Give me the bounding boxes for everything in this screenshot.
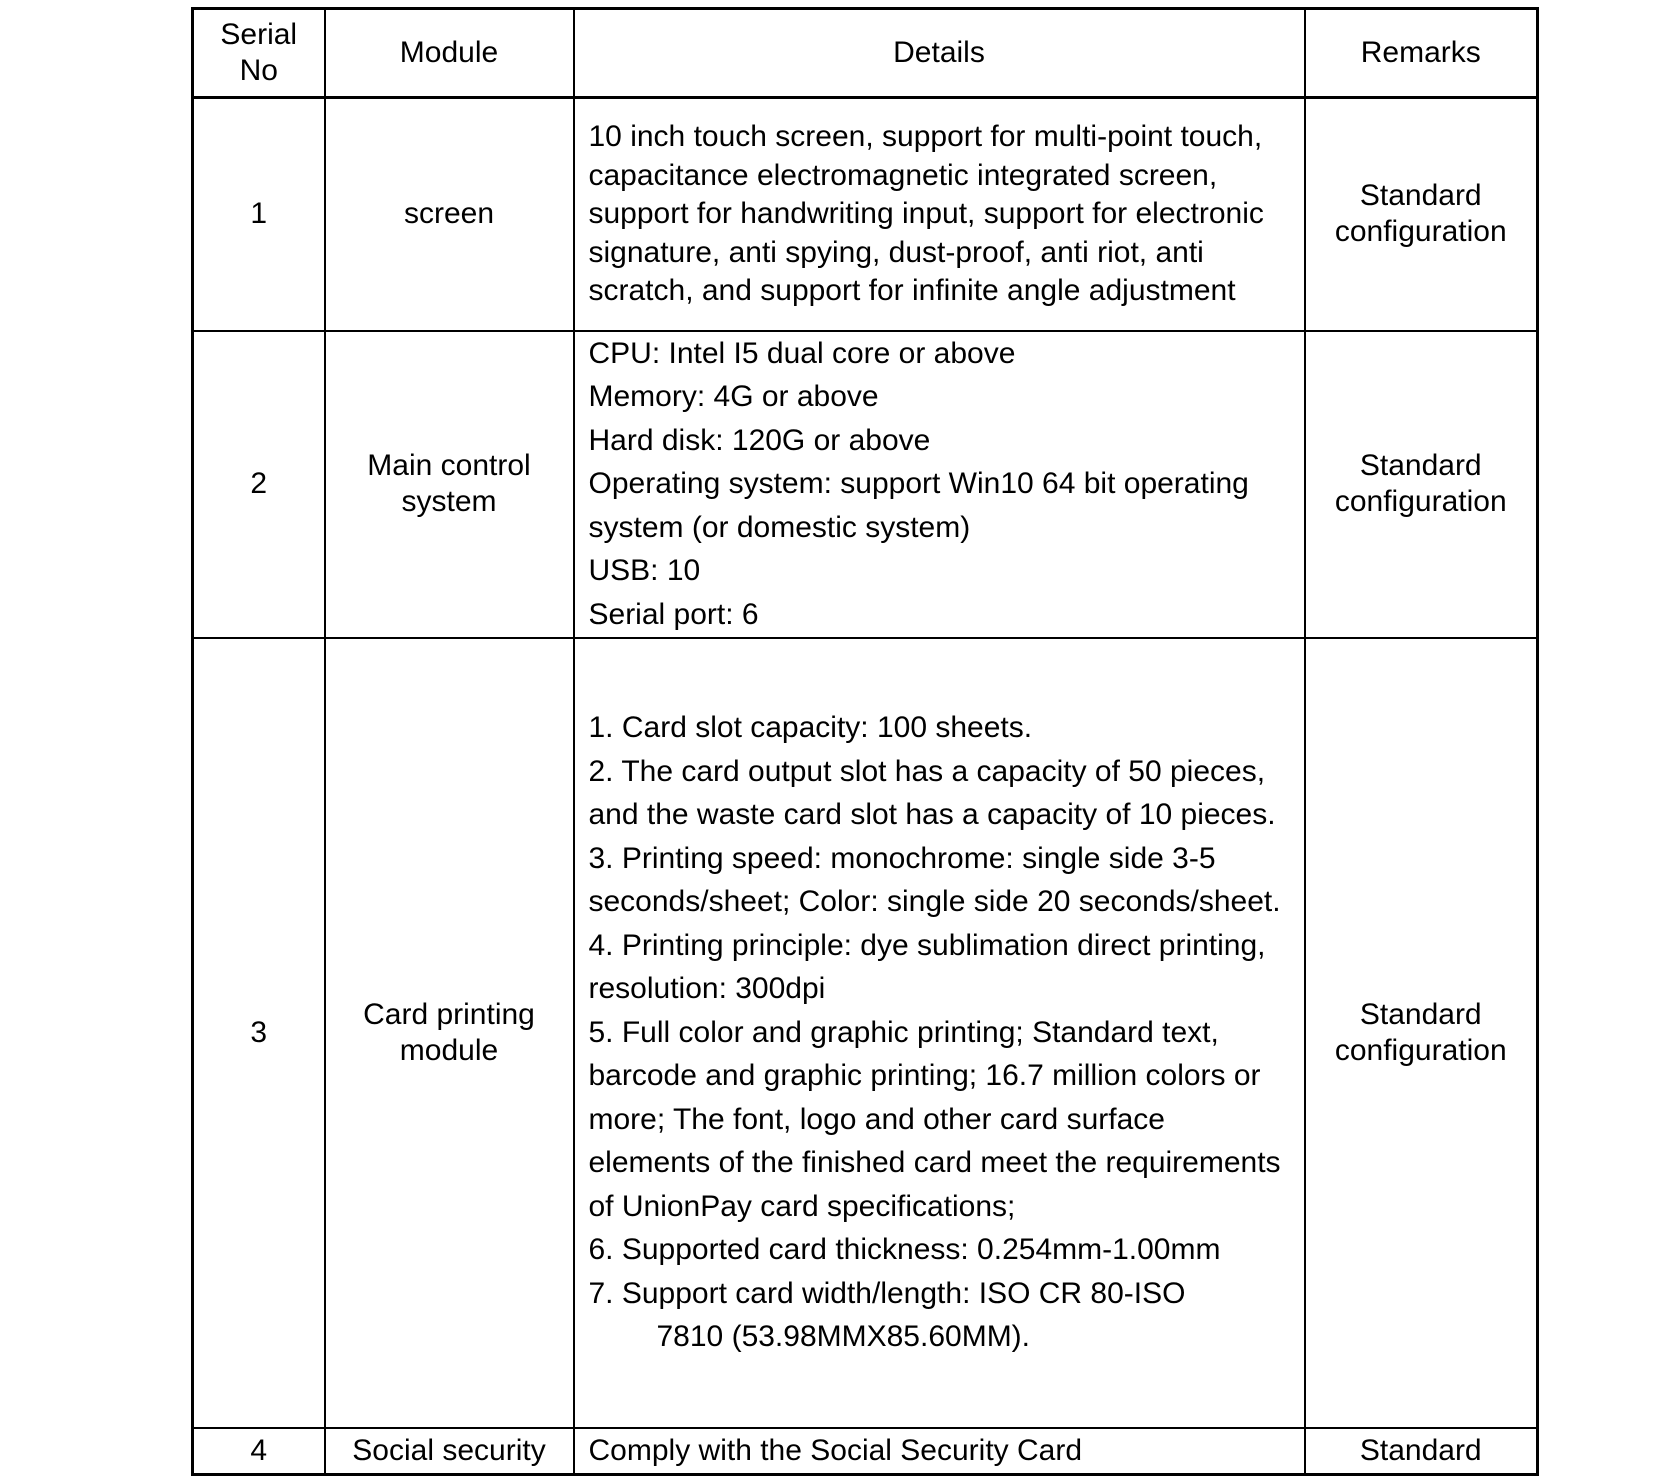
details-line: 7. Support card width/length: ISO CR 80-ISO [588,1276,1186,1310]
cell-module: Card printing module [325,638,574,1428]
details-line: 5. Full color and graphic printing; Standard text, barcode and graphic printing; 16.7 million colors or more; The font, logo and other card surface elements of the finished card meet the requirements of UnionPay card specifications; [588,1015,1281,1223]
cell-details [574,638,1305,1428]
cell-remarks: Standard configuration [1305,638,1538,1428]
details-line: 1. Card slot capacity: 100 sheets. [588,711,1033,745]
table-row [193,1428,1538,1475]
details-line: 2. The card output slot has a capacity of 50 pieces, and the waste card slot has a capacity of 10 pieces. [588,754,1276,832]
cell-details: 10 inch touch screen, support for multi-point touch, capacitance electromagnetic integrated screen, support for handwriting input, support for electronic signature, anti spying, dust-proof, anti riot, anti scratch, and support for infinite angle adjustment [574,98,1305,331]
header-serial-line2: No [239,54,278,87]
header-remarks: Remarks [1305,9,1538,98]
cell-serial: 4 [193,1428,325,1475]
header-module: Module [325,9,574,98]
details-line: 6. Supported card thickness: 0.254mm-1.00mm [588,1233,1221,1267]
cell-module: screen [325,98,574,331]
cell-details: Comply with the Social Security Card [574,1428,1305,1475]
cell-module: Social security [325,1428,574,1475]
cell-remarks: Standard configuration [1305,331,1538,638]
details-line: 3. Printing speed: monochrome: single side 3-5 seconds/sheet; Color: single side 20 seconds/sheet. [588,841,1281,919]
details-line: Operating system: support Win10 64 bit operating system (or domestic system) [588,467,1249,544]
cell-details [574,331,1305,638]
cell-remarks: Standard [1305,1428,1538,1475]
details-line: 4. Printing principle: dye sublimation direct printing, resolution: 300dpi [588,928,1266,1006]
cell-module: Main control system [325,331,574,638]
details-line: USB: 10 [588,554,701,588]
details-line: Memory: 4G or above [588,380,879,414]
table-row [193,638,1538,1428]
cell-serial: 3 [193,638,325,1428]
details-line: Serial port: 6 [588,597,759,631]
header-serial-line1: Serial [220,18,298,51]
details-line: CPU: Intel I5 dual core or above [588,336,1016,370]
table-row [193,98,1538,331]
details-line: 7810 (53.98MMX85.60MM). [656,1320,1031,1354]
cell-serial: 1 [193,98,325,331]
header-serial-no [193,9,325,98]
cell-remarks: Standard configuration [1305,98,1538,331]
cell-serial: 2 [193,331,325,638]
header-row [193,9,1538,98]
details-line: Hard disk: 120G or above [588,423,931,457]
spec-table [191,7,1539,1476]
header-details: Details [574,9,1305,98]
table-row [193,331,1538,638]
